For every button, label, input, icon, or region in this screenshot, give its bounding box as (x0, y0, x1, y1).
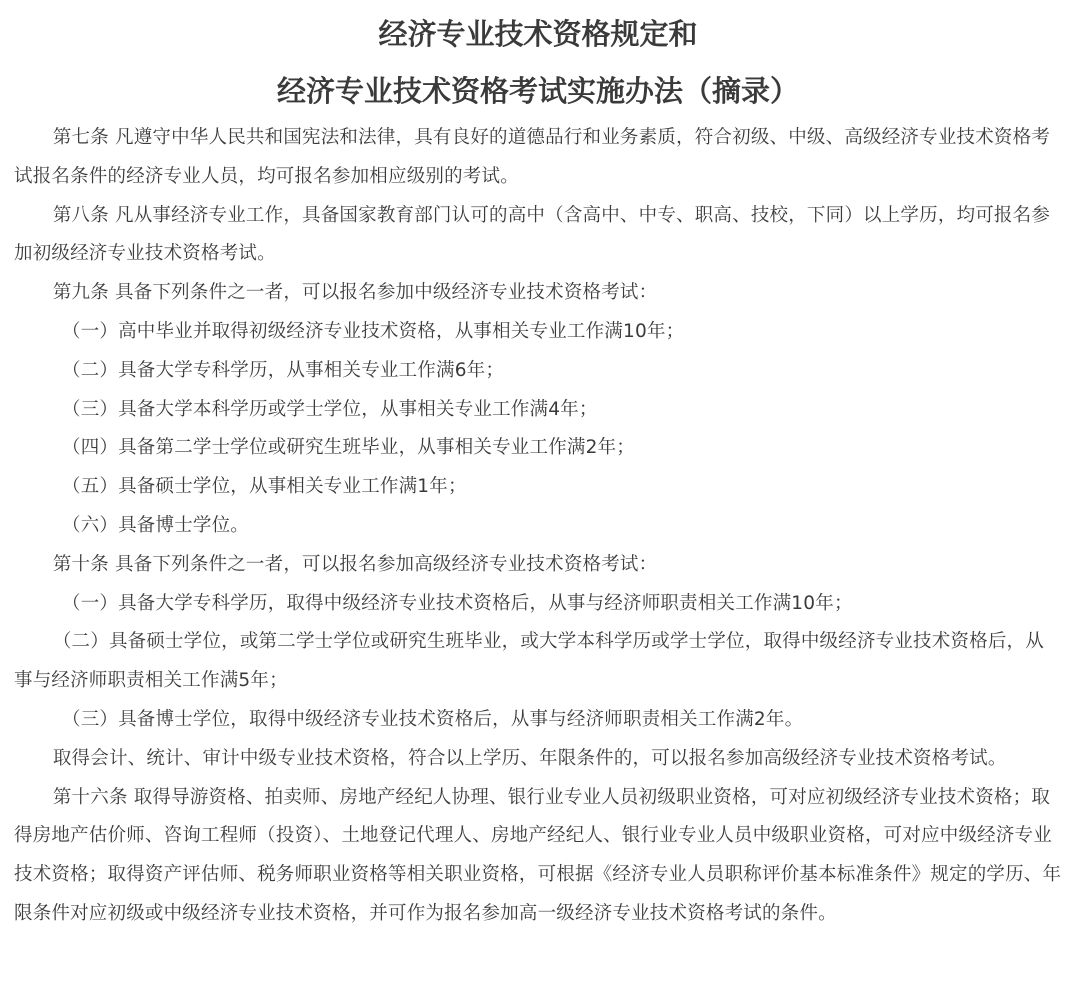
article-7: 第七条 凡遵守中华人民共和国宪法和法律，具有良好的道德品行和业务素质，符合初级、中级、高级经济专业技术资格考试报名条件的经济专业人员，均可报名参加相应级别的考试。 (14, 127, 1051, 187)
document-body (14, 119, 1062, 934)
article-9-item-4: （四）具备第二学士学位或研究生班毕业，从事相关专业工作满2年； (62, 437, 635, 459)
document-title-line1: 经济专业技术资格规定和 (378, 17, 698, 51)
article-10-item-2: （二）具备硕士学位，或第二学士学位或研究生班毕业，或大学本科学历或学士学位，取得中级经济专业技术资格后，从事与经济师职责相关工作满5年； (14, 631, 1044, 692)
article-16: 第十六条 取得导游资格、拍卖师、房地产经纪人协理、银行业专业人员初级职业资格，可对应初级经济专业技术资格；取得房地产估价师、咨询工程师（投资）、土地登记代理人、房地产经纪人、银行业专业人员中级职业资格，可对应中级经济专业技术资格；取得资产评估师、税务师职业资格等相关职业资格，可根据《经济专业人员职称评价基本标准条件》规定的学历、年限条件对应初级或中级经济专业技术资格，并可作为报名参加高一级经济专业技术资格考试的条件。 (14, 786, 1062, 924)
article-9-intro: 第九条 具备下列条件之一者，可以报名参加中级经济专业技术资格考试： (52, 282, 658, 304)
article-9-item-1: （一）高中毕业并取得初级经济专业技术资格，从事相关专业工作满10年； (62, 320, 685, 342)
document-title-line2: 经济专业技术资格考试实施办法（摘录） (276, 74, 799, 108)
article-8: 第八条 凡从事经济专业工作，具备国家教育部门认可的高中（含高中、中专、职高、技校，下同）以上学历，均可报名参加初级经济专业技术资格考试。 (14, 204, 1051, 265)
article-9-item-2: （二）具备大学专科学历，从事相关专业工作满6年； (62, 359, 505, 381)
article-10-intro: 第十条 具备下列条件之一者，可以报名参加高级经济专业技术资格考试： (52, 553, 658, 575)
article-9-item-3: （三）具备大学本科学历或学士学位，从事相关专业工作满4年； (62, 398, 598, 420)
article-10-item-1: （一）具备大学专科学历，取得中级经济专业技术资格后，从事与经济师职责相关工作满10年； (62, 592, 853, 614)
article-10-note: 取得会计、统计、审计中级专业技术资格，符合以上学历、年限条件的，可以报名参加高级经济专业技术资格考试。 (52, 747, 1007, 769)
article-9-item-5: （五）具备硕士学位，从事相关专业工作满1年； (62, 476, 467, 498)
article-10-item-3: （三）具备博士学位，取得中级经济专业技术资格后，从事与经济师职责相关工作满2年。 (62, 708, 804, 730)
article-9-item-6: （六）具备博士学位。 (62, 514, 250, 536)
